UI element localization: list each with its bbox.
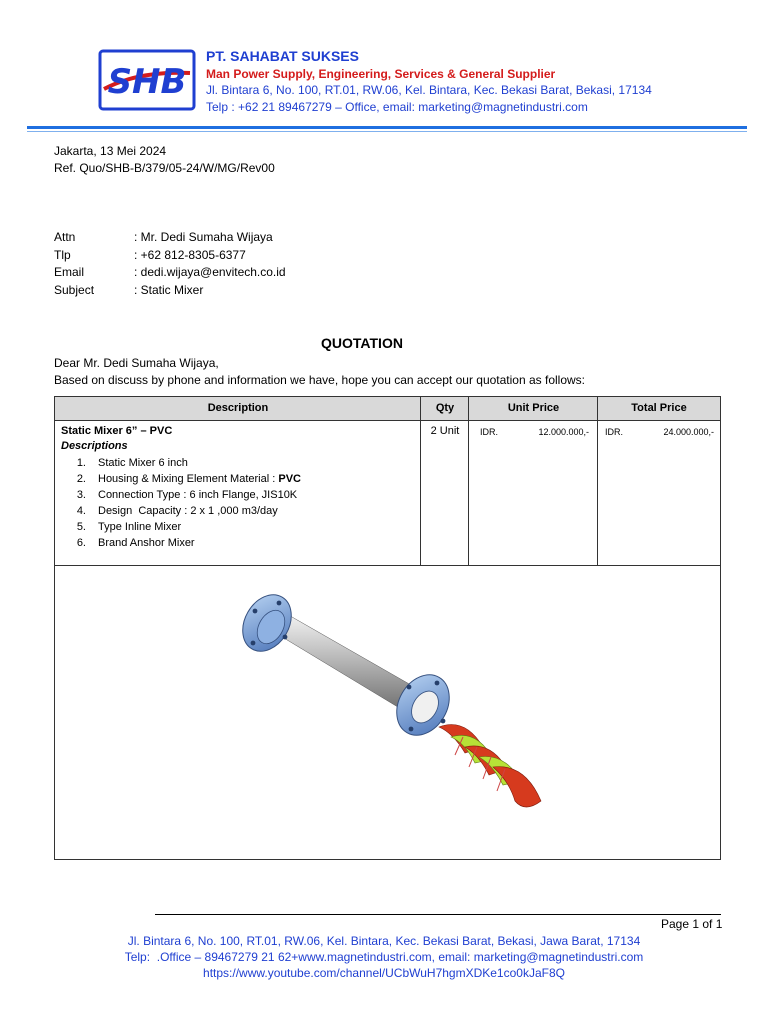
company-address: Jl. Bintara 6, No. 100, RT.01, RW.06, Kel. Bintara, Kec. Bekasi Barat, Bekasi, 17134 — [206, 83, 652, 97]
field-value: : +62 812-8305-6377 — [134, 247, 246, 262]
field-value: : Mr. Dedi Sumaha Wijaya — [134, 230, 273, 244]
list-text: Connection Type : 6 inch Flange, JIS10K — [98, 489, 298, 501]
descriptions-list — [61, 455, 301, 551]
list-number: 5. — [76, 521, 86, 533]
list-item — [61, 487, 301, 503]
field-value: : dedi.wijaya@envitech.co.id — [134, 265, 286, 279]
page-number: Page 1 of 1 — [661, 917, 723, 931]
footer-contact: Telp: .Office – 89467279 21 62+www.magnetindustri.com, email: marketing@magnetindustri.com — [124, 950, 644, 964]
footer-address: Jl. Bintara 6, No. 100, RT.01, RW.06, Kel. Bintara, Kec. Bekasi Barat, Bekasi, Jawa Barat, 17134 — [127, 934, 641, 948]
header-qty: Qty — [421, 397, 469, 421]
descriptions-label: Descriptions — [61, 440, 128, 452]
field-label: Attn — [54, 230, 76, 244]
quotation-table — [54, 396, 721, 860]
list-text-bold: PVC — [278, 473, 301, 485]
field-label: Subject — [54, 282, 95, 297]
unit-currency: IDR. — [480, 427, 498, 437]
header-unit-price: Unit Price — [469, 397, 598, 421]
field-label: Email — [54, 265, 85, 279]
list-item — [61, 503, 301, 519]
company-logo — [98, 49, 196, 111]
document-title: QUOTATION — [321, 335, 403, 351]
list-item — [61, 455, 301, 471]
recipient-details — [54, 229, 286, 299]
column-divider — [597, 397, 598, 566]
recipient-email — [54, 264, 286, 282]
total-currency: IDR. — [605, 427, 623, 437]
field-label: Tlp — [54, 247, 71, 262]
list-text: Type Inline Mixer — [98, 521, 182, 533]
item-title: Static Mixer 6” – PVC — [61, 425, 173, 437]
salutation: Dear Mr. Dedi Sumaha Wijaya, — [54, 356, 219, 370]
recipient-attn — [54, 229, 286, 247]
list-number: 3. — [76, 489, 86, 501]
header-divider-thin — [27, 131, 747, 132]
letter-reference: Ref. Quo/SHB-B/379/05-24/W/MG/Rev00 — [54, 161, 275, 175]
row-divider — [55, 565, 720, 566]
list-text: Design Capacity : 2 x 1 ,000 m3/day — [98, 505, 278, 517]
letter-date: Jakarta, 13 Mei 2024 — [54, 144, 167, 158]
list-number: 1. — [76, 457, 86, 469]
list-text: Static Mixer 6 inch — [98, 457, 188, 469]
total-price: 24.000.000,- — [663, 427, 714, 437]
list-item — [61, 535, 301, 551]
unit-price: 12.000.000,- — [538, 427, 589, 437]
footer-divider — [155, 914, 721, 915]
list-number: 4. — [76, 505, 86, 517]
recipient-subject — [54, 282, 286, 300]
list-text: Brand Anshor Mixer — [98, 537, 195, 549]
list-text: Housing & Mixing Element Material : — [98, 473, 279, 485]
footer-youtube-link[interactable]: https://www.youtube.com/channel/UCbWuH7hgmXDKe1co0kJaF8Q — [203, 966, 565, 980]
field-value: : Static Mixer — [134, 282, 204, 297]
company-tagline: Man Power Supply, Engineering, Services & General Supplier — [206, 67, 556, 81]
recipient-tlp — [54, 247, 286, 265]
header-divider — [27, 126, 747, 129]
static-mixer-image — [225, 587, 565, 827]
header-description: Description — [55, 397, 421, 421]
column-divider — [420, 397, 421, 566]
intro-text: Based on discuss by phone and information we have, hope you can accept our quotation as follows: — [54, 373, 586, 387]
company-contact: Telp : +62 21 89467279 – Office, email: marketing@magnetindustri.com — [206, 100, 588, 114]
header-total-price: Total Price — [598, 397, 720, 421]
list-item — [61, 519, 301, 535]
company-name: PT. SAHABAT SUKSES — [206, 48, 359, 64]
logo-text: SHB — [107, 62, 187, 102]
list-number: 2. — [76, 473, 86, 485]
item-qty: 2 Unit — [430, 425, 460, 437]
list-item — [61, 471, 301, 487]
list-number: 6. — [76, 537, 86, 549]
column-divider — [468, 397, 469, 566]
